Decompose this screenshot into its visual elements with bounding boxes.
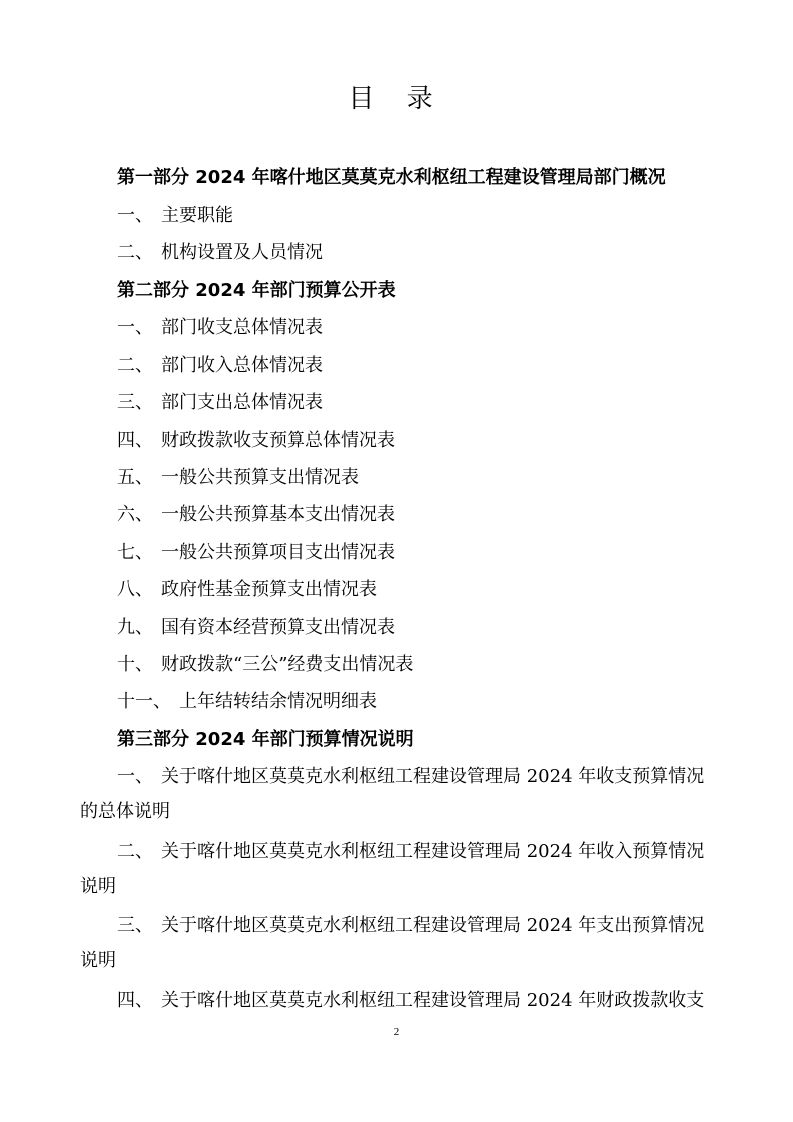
item-text: 关于喀什地区莫莫克水利枢纽工程建设管理局 2024 年财政拨款收支 — [161, 990, 705, 1011]
toc-item — [117, 391, 323, 415]
item-text: 机构设置及人员情况 — [161, 242, 323, 263]
item-number: 十、 — [117, 654, 153, 675]
toc-item — [117, 578, 377, 602]
item-text: 财政拨款“三公”经费支出情况表 — [161, 654, 414, 675]
item-text: 上年结转结余情况明细表 — [179, 691, 377, 712]
item-number: 三、 — [117, 392, 153, 413]
item-text: 一般公共预算基本支出情况表 — [161, 504, 395, 525]
item-number: 三、 — [117, 915, 153, 936]
toc-item — [117, 989, 704, 1013]
toc-item — [117, 241, 323, 265]
item-text: 关于喀什地区莫莫克水利枢纽工程建设管理局 2024 年收入预算情况 — [161, 841, 705, 862]
page-number: 2 — [393, 1026, 400, 1038]
toc-item — [117, 914, 704, 938]
item-number: 十一、 — [117, 691, 171, 712]
item-text: 财政拨款收支预算总体情况表 — [161, 430, 395, 451]
toc-item — [117, 616, 395, 640]
part3-heading: 第三部分 2024 年部门预算情况说明 — [117, 729, 414, 750]
item-number: 八、 — [117, 579, 153, 600]
toc-item — [117, 765, 704, 789]
item-text: 一般公共预算项目支出情况表 — [161, 542, 395, 563]
item-text: 部门收入总体情况表 — [161, 355, 323, 376]
item-number: 二、 — [117, 242, 153, 263]
part1-heading: 第一部分 2024 年喀什地区莫莫克水利枢纽工程建设管理局部门概况 — [117, 167, 666, 188]
toc-item — [117, 840, 704, 864]
item-text: 政府性基金预算支出情况表 — [161, 579, 377, 600]
toc-item — [117, 690, 377, 714]
item-text: 主要职能 — [161, 205, 233, 226]
item-number: 九、 — [117, 617, 153, 638]
item-text: 部门收支总体情况表 — [161, 317, 323, 338]
toc-item — [117, 541, 395, 565]
part2-heading: 第二部分 2024 年部门预算公开表 — [117, 280, 396, 301]
toc-item — [117, 429, 395, 453]
toc-item — [117, 653, 413, 677]
toc-item-continuation: 说明 — [80, 950, 116, 971]
item-number: 二、 — [117, 841, 153, 862]
toc-item — [117, 466, 359, 490]
item-number: 四、 — [117, 990, 153, 1011]
item-text: 部门支出总体情况表 — [161, 392, 323, 413]
toc-item-continuation: 说明 — [80, 876, 116, 897]
item-number: 一、 — [117, 766, 153, 787]
item-number: 一、 — [117, 205, 153, 226]
toc-item — [117, 204, 233, 228]
item-number: 四、 — [117, 430, 153, 451]
item-text: 关于喀什地区莫莫克水利枢纽工程建设管理局 2024 年收支预算情况 — [161, 766, 705, 787]
item-number: 七、 — [117, 542, 153, 563]
item-text: 国有资本经营预算支出情况表 — [161, 617, 395, 638]
item-text: 一般公共预算支出情况表 — [161, 467, 359, 488]
item-text: 关于喀什地区莫莫克水利枢纽工程建设管理局 2024 年支出预算情况 — [161, 915, 705, 936]
item-number: 一、 — [117, 317, 153, 338]
toc-title: 目 录 — [348, 84, 445, 114]
item-number: 二、 — [117, 355, 153, 376]
item-number: 六、 — [117, 504, 153, 525]
toc-item — [117, 503, 395, 527]
toc-item-continuation: 的总体说明 — [80, 801, 170, 822]
item-number: 五、 — [117, 467, 153, 488]
toc-item — [117, 316, 323, 340]
toc-item — [117, 354, 323, 378]
